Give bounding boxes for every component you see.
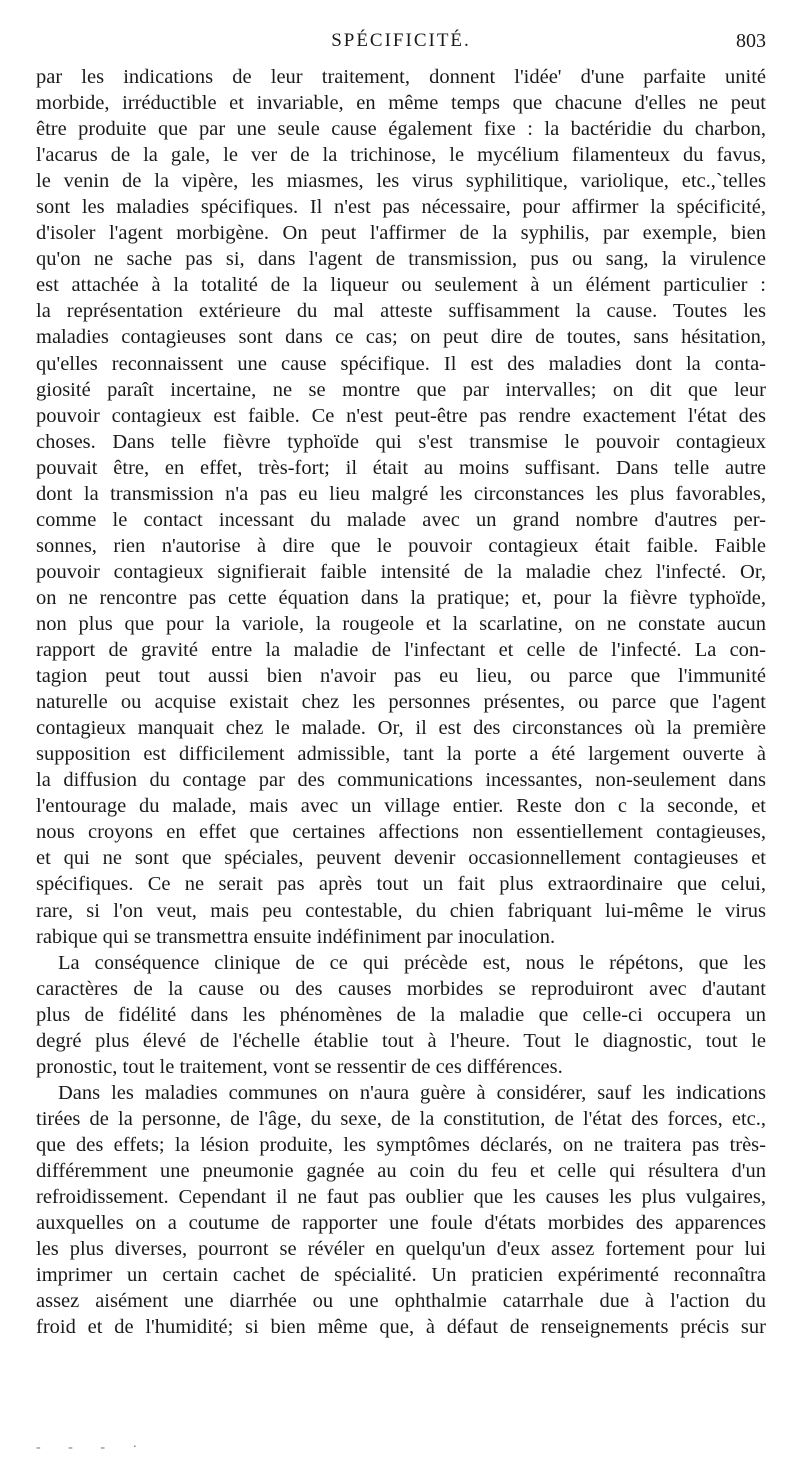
- text-line: caractères de la cause ou des causes morbides se reproduiront avec d'autant: [36, 977, 766, 1000]
- text-line: par les indications de leur traitement, donnent l'idée' d'une parfaite unité: [36, 66, 766, 88]
- text-line: différemment une pneumonie gagnée au coin du feu et celle qui résultera d'un: [36, 1159, 766, 1182]
- text-line: giosité paraît incertaine, ne se montre que par intervalles; on dit que leur: [36, 378, 766, 401]
- text-line: choses. Dans telle fièvre typhoïde qui s'est transmise le pouvoir contagieux: [36, 430, 766, 453]
- text-line: pouvoir contagieux signifierait faible intensité de la maladie chez l'infecté. Or,: [36, 560, 766, 583]
- paragraph: [36, 1080, 766, 1340]
- running-head: [36, 30, 766, 58]
- text-line: dont la transmission n'a pas eu lieu malgré les circonstances les plus favorables,: [36, 482, 766, 505]
- text-line: degré plus élevé de l'échelle établie tout à l'heure. Tout le diagnostic, tout le: [36, 1029, 766, 1052]
- text-line: la diffusion du contage par des communications incessantes, non-seulement dans: [36, 769, 766, 792]
- text-line: spécifiques. Ce ne serait pas après tout un fait plus extraordinaire que celui,: [36, 873, 766, 896]
- text-line: contagieux manquait chez le malade. Or, il est des circonstances où la première: [36, 717, 766, 740]
- text-line: plus de fidélité dans les phénomènes de la maladie que celle-ci occupera un: [36, 1003, 766, 1026]
- text-line: maladies contagieuses sont dans ce cas; on peut dire de toutes, sans hésitation,: [36, 326, 766, 349]
- text-line: et qui ne sont que spéciales, peuvent devenir occasionnellement contagieuses et: [36, 847, 766, 870]
- text-line: supposition est difficilement admissible, tant la porte a été largement ouverte à: [36, 743, 766, 766]
- text-line: d'isoler l'agent morbigène. On peut l'affirmer de la syphilis, par exemple, bien: [36, 222, 766, 245]
- text-line: la représentation extérieure du mal atteste suffisamment la cause. Toutes les: [36, 300, 766, 323]
- text-line: refroidissement. Cependant il ne faut pas oublier que les causes les plus vulgaires,: [36, 1186, 766, 1209]
- text-line: froid et de l'humidité; si bien même que, à défaut de renseignements précis sur: [36, 1316, 766, 1339]
- text-line: non plus que pour la variole, la rougeole et la scarlatine, on ne constate aucun: [36, 612, 766, 635]
- text-line: que des effets; la lésion produite, les symptômes déclarés, on ne traitera pas très-: [36, 1133, 766, 1156]
- text-line: auxquelles on a coutume de rapporter une foule d'états morbides des apparences: [36, 1212, 766, 1235]
- text-line: on ne rencontre pas cette équation dans la pratique; et, pour la fièvre typhoïde,: [36, 586, 766, 609]
- text-line: naturelle ou acquise existait chez les personnes présentes, ou parce que l'agent: [36, 691, 766, 714]
- text-line: nous croyons en effet que certaines affections non essentiellement contagieuses,: [36, 821, 766, 844]
- footer-marks: - - - ·: [36, 1440, 150, 1455]
- text-line: imprimer un certain cachet de spécialité. Un praticien expérimenté reconnaîtra: [36, 1264, 766, 1287]
- text-line: l'acarus de la gale, le ver de la trichinose, le mycélium filamenteux du favus,: [36, 144, 766, 167]
- text-line: rapport de gravité entre la maladie de l'infectant et celle de l'infecté. La con-: [36, 639, 766, 662]
- text-line: comme le contact incessant du malade avec un grand nombre d'autres per-: [36, 508, 766, 531]
- text-line: être produite que par une seule cause également fixe : la bactéridie du charbon,: [36, 118, 766, 141]
- text-line: morbide, irréductible et invariable, en même temps que chacune d'elles ne peut: [36, 92, 766, 115]
- paragraph: [36, 64, 766, 950]
- text-line: sonnes, rien n'autorise à dire que le pouvoir contagieux était faible. Faible: [36, 534, 766, 557]
- page-number: 803: [736, 30, 766, 52]
- paragraph: [36, 950, 766, 1080]
- text-line: rare, si l'on veut, mais peu contestable, du chien fabriquant lui-même le virus: [36, 899, 766, 922]
- text-line: le venin de la vipère, les miasmes, les virus syphilitique, variolique, etc.,`telles: [36, 170, 766, 193]
- running-title: SPÉCIFICITÉ.: [331, 30, 471, 51]
- text-line: pouvoir contagieux est faible. Ce n'est peut-être pas rendre exactement l'état des: [36, 404, 766, 427]
- text-line: rabique qui se transmettra ensuite indéfiniment par inoculation.: [36, 925, 556, 948]
- text-line: qu'on ne sache pas si, dans l'agent de transmission, pus ou sang, la virulence: [36, 248, 766, 271]
- text-line: La conséquence clinique de ce qui précède est, nous le répétons, que les: [58, 951, 766, 974]
- text-line: l'entourage du malade, mais avec un village entier. Reste don c la seconde, et: [36, 795, 766, 818]
- text-line: Dans les maladies communes on n'aura guère à considérer, sauf les indications: [58, 1081, 766, 1104]
- text-line: sont les maladies spécifiques. Il n'est pas nécessaire, pour affirmer la spécificité,: [36, 196, 766, 219]
- text-line: assez aisément une diarrhée ou une ophthalmie catarrhale due à l'action du: [36, 1290, 766, 1313]
- text-line: les plus diverses, pourront se révéler en quelqu'un d'eux assez fortement pour lui: [36, 1238, 766, 1261]
- text-line: pronostic, tout le traitement, vont se ressentir de ces différences.: [36, 1055, 563, 1078]
- text-line: qu'elles reconnaissent une cause spécifique. Il est des maladies dont la conta-: [36, 352, 766, 375]
- text-line: tagion peut tout aussi bien n'avoir pas eu lieu, ou parce que l'immunité: [36, 665, 766, 688]
- text-line: tirées de la personne, de l'âge, du sexe, de la constitution, de l'état des forces, etc.,: [36, 1107, 766, 1130]
- text-line: est attachée à la totalité de la liqueur ou seulement à un élément particulier :: [36, 274, 766, 297]
- body-text: [36, 64, 766, 1340]
- text-line: pouvait être, en effet, très-fort; il était au moins suffisant. Dans telle autre: [36, 456, 766, 479]
